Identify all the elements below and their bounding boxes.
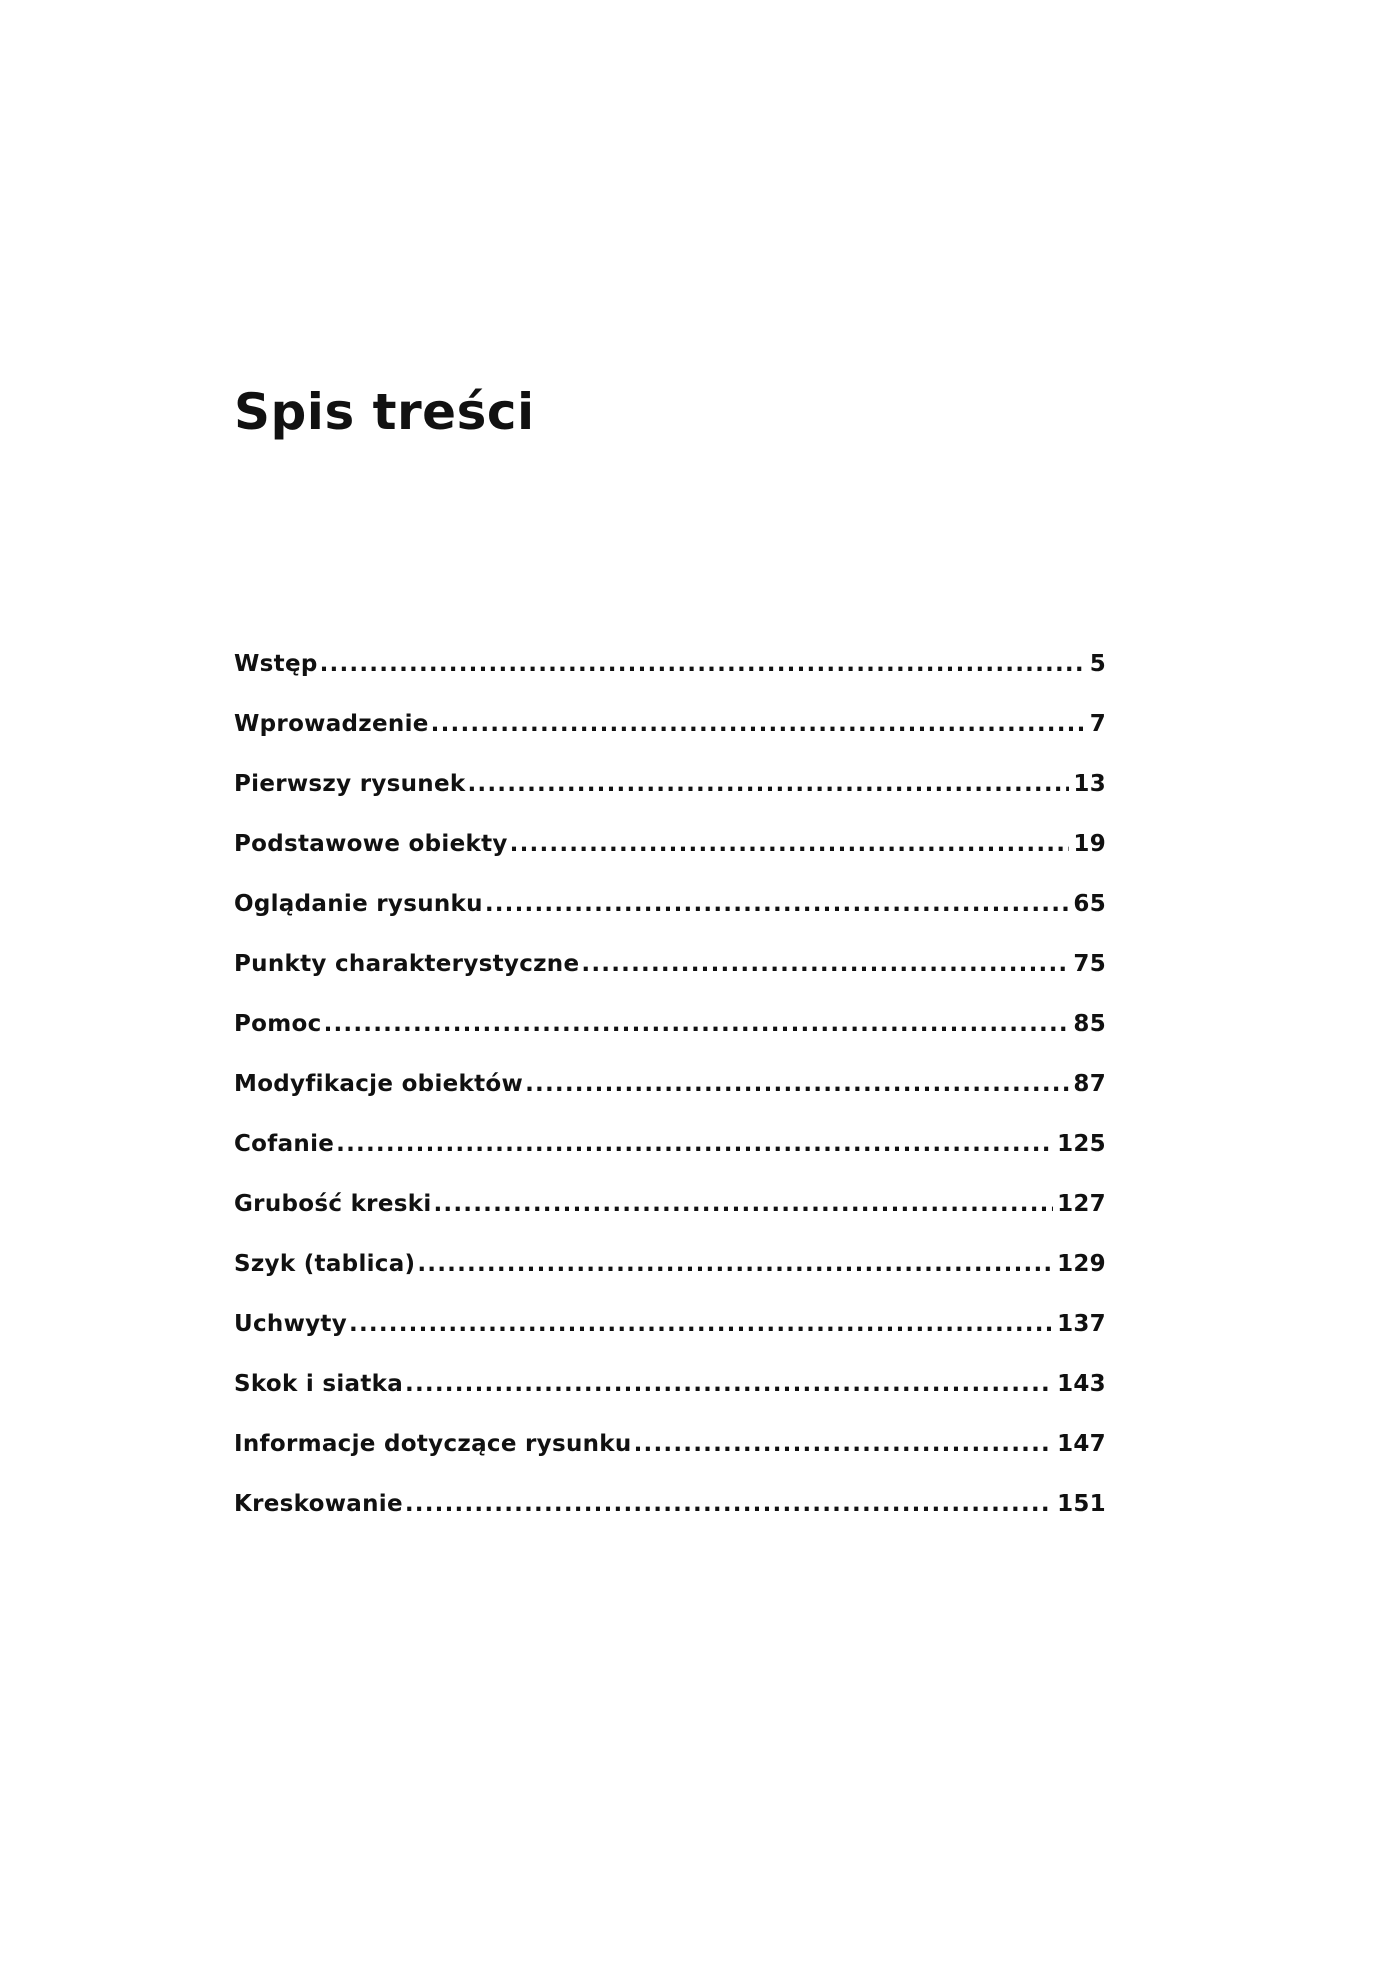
toc-entry [234,824,1106,884]
toc-entry-label: Pierwszy rysunek [234,771,466,797]
toc-entry-label: Informacje dotyczące rysunku [234,1431,632,1457]
toc-dot-leader [405,1484,1053,1524]
toc-entry-page-number: 19 [1073,831,1106,857]
toc-entry [234,1364,1106,1424]
toc-entry-page-number: 65 [1073,891,1106,917]
table-of-contents [234,644,1106,1544]
toc-entry [234,1004,1106,1064]
toc-entry-label: Skok i siatka [234,1371,404,1397]
toc-entry-label: Kreskowanie [234,1491,403,1517]
toc-entry-page-number: 129 [1057,1251,1106,1277]
toc-entry-page-number: 151 [1057,1491,1106,1517]
toc-entry-page-number: 7 [1089,711,1106,737]
toc-entry [234,1244,1106,1304]
toc-entry [234,1124,1106,1184]
toc-entry-page-number: 137 [1057,1311,1106,1337]
toc-entry-page-number: 13 [1073,771,1106,797]
toc-entry [234,1304,1106,1364]
toc-entry-label: Szyk (tablica) [234,1251,416,1277]
toc-entry-page-number: 87 [1073,1071,1106,1097]
toc-entry-page-number: 125 [1057,1131,1106,1157]
toc-dot-leader [485,884,1070,924]
page-title: Spis treści [234,383,535,441]
toc-entry-label: Wstęp [234,651,318,677]
toc-dot-leader [349,1304,1053,1344]
toc-dot-leader [405,1364,1053,1404]
toc-entry-page-number: 127 [1057,1191,1106,1217]
toc-dot-leader [525,1064,1069,1104]
toc-dot-leader [434,1184,1054,1224]
toc-dot-leader [324,1004,1070,1044]
toc-entry [234,1424,1106,1484]
toc-entry-label: Wprowadzenie [234,711,429,737]
toc-entry-label: Podstawowe obiekty [234,831,508,857]
toc-entry-page-number: 5 [1089,651,1106,677]
toc-entry-page-number: 147 [1057,1431,1106,1457]
toc-entry-page-number: 75 [1073,951,1106,977]
toc-entry-label: Oglądanie rysunku [234,891,483,917]
toc-dot-leader [431,704,1086,744]
toc-entry-label: Modyfikacje obiektów [234,1071,524,1097]
toc-dot-leader [336,1124,1053,1164]
toc-dot-leader [320,644,1086,684]
toc-entry-label: Cofanie [234,1131,335,1157]
toc-entry-page-number: 143 [1057,1371,1106,1397]
toc-dot-leader [510,824,1070,864]
toc-entry-label: Pomoc [234,1011,322,1037]
toc-dot-leader [417,1244,1053,1284]
toc-entry-page-number: 85 [1073,1011,1106,1037]
toc-entry [234,944,1106,1004]
toc-dot-leader [467,764,1069,804]
toc-entry [234,704,1106,764]
toc-entry [234,1484,1106,1544]
toc-entry-label: Grubość kreski [234,1191,432,1217]
toc-entry [234,764,1106,824]
toc-entry [234,884,1106,944]
toc-dot-leader [581,944,1069,984]
toc-dot-leader [634,1424,1054,1464]
toc-entry-label: Uchwyty [234,1311,348,1337]
toc-entry [234,1184,1106,1244]
toc-entry [234,1064,1106,1124]
toc-entry-label: Punkty charakterystyczne [234,951,580,977]
toc-entry [234,644,1106,704]
